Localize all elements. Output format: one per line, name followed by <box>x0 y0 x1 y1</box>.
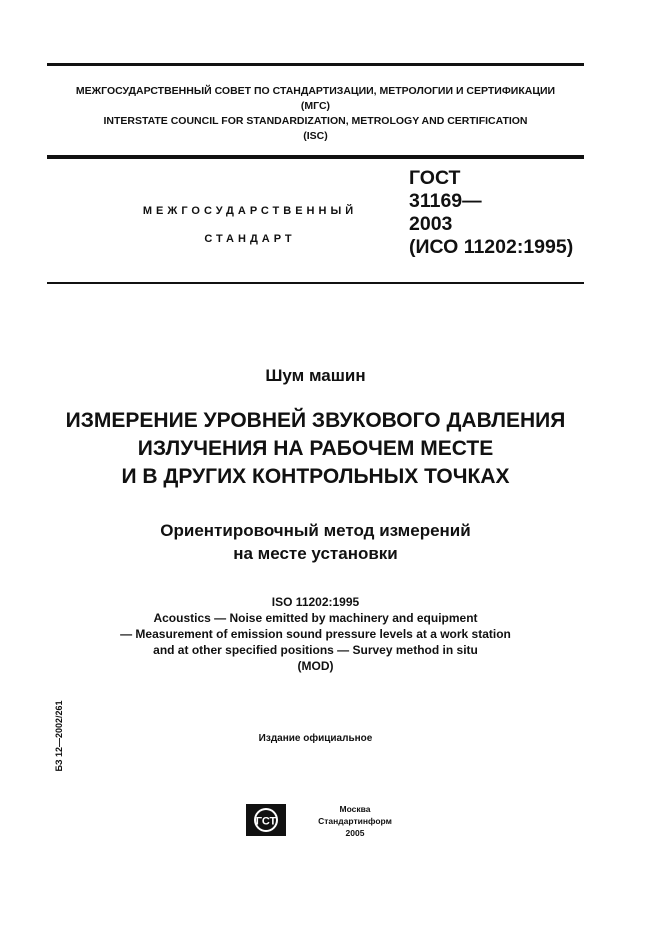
standard-type-line1: МЕЖГОСУДАРСТВЕННЫЙ <box>142 205 358 217</box>
main-title-line3: И В ДРУГИХ КОНТРОЛЬНЫХ ТОЧКАХ <box>121 465 510 488</box>
iso-title-line2: — Measurement of emission sound pressure levels at a work station <box>120 627 511 641</box>
subtitle-line1: Ориентировочный метод измерений <box>160 521 471 540</box>
publisher-name: Стандартинформ <box>318 816 392 826</box>
council-ru-abbr: (МГС) <box>300 100 331 112</box>
designation-year: 2003 <box>409 213 453 235</box>
publisher-info <box>300 803 410 839</box>
group-title: Шум машин <box>265 366 366 385</box>
standard-type-line2: СТАНДАРТ <box>204 233 296 245</box>
designation-number: 31169— <box>409 190 482 212</box>
main-title-line2: ИЗЛУЧЕНИЯ НА РАБОЧЕМ МЕСТЕ <box>137 437 494 460</box>
subtitle-line2: на месте установки <box>233 544 398 563</box>
iso-modification: (MOD) <box>297 659 334 673</box>
subtitle <box>47 519 584 565</box>
iso-title-line1: Acoustics — Noise emitted by machinery and equipment <box>153 611 478 625</box>
edition-label: Издание официальное <box>258 733 373 744</box>
iso-title-line3: and at other specified positions — Survey method in situ <box>153 643 478 657</box>
designation-rule <box>47 282 584 284</box>
publisher-year: 2005 <box>345 828 365 838</box>
standard-type <box>120 197 380 253</box>
standard-designation <box>409 167 573 259</box>
iso-number: ISO 11202:1995 <box>271 595 360 609</box>
header-rule <box>47 155 584 159</box>
top-rule <box>47 63 584 66</box>
publisher-city: Москва <box>339 804 371 814</box>
main-title-line1: ИЗМЕРЕНИЕ УРОВНЕЙ ЗВУКОВОГО ДАВЛЕНИЯ <box>65 409 566 432</box>
council-ru-name: МЕЖГОСУДАРСТВЕННЫЙ СОВЕТ ПО СТАНДАРТИЗАЦИИ, МЕТРОЛОГИИ И СЕРТИФИКАЦИИ <box>75 85 556 97</box>
main-title <box>30 407 601 491</box>
gost-logo-icon <box>246 804 286 836</box>
council-en-name: INTERSTATE COUNCIL FOR STANDARDIZATION, METROLOGY AND CERTIFICATION <box>103 115 528 127</box>
council-header <box>47 84 584 144</box>
designation-iso: (ИСО 11202:1995) <box>409 236 574 258</box>
designation-gost: ГОСТ <box>409 167 461 189</box>
side-code: БЗ 12—2002/261 <box>54 700 64 772</box>
council-en-abbr: (ISC) <box>303 130 328 142</box>
logo-text: ГСТ <box>255 815 277 828</box>
iso-reference <box>47 594 584 674</box>
